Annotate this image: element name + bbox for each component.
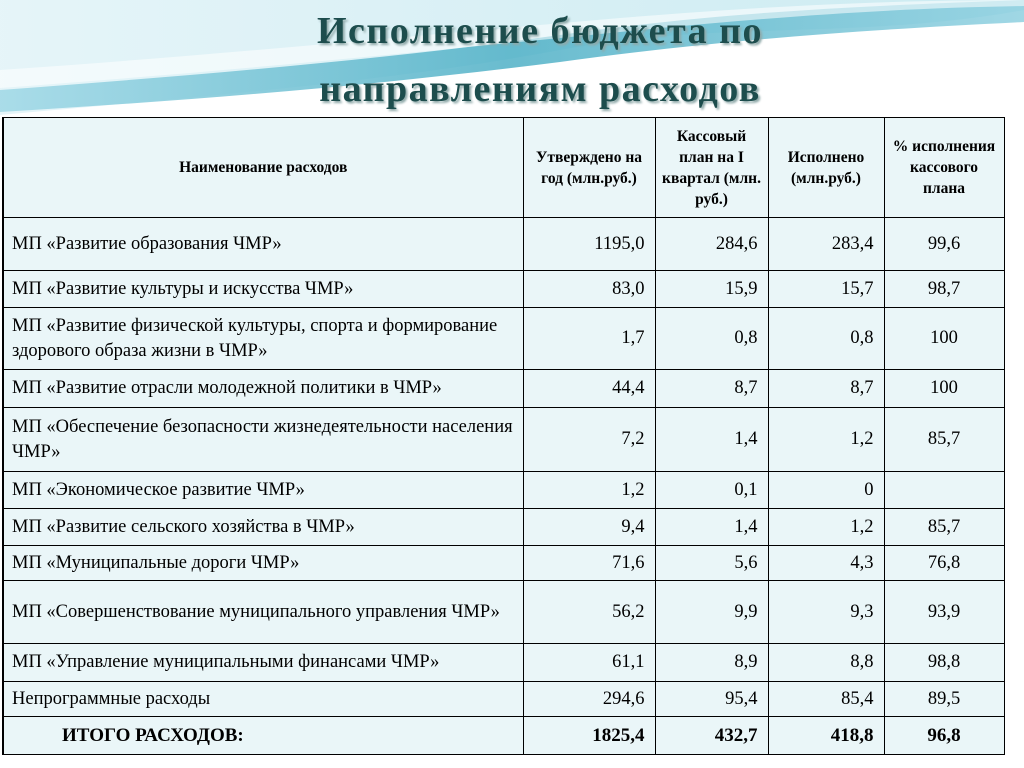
row-name: МП «Развитие сельского хозяйства в ЧМР» [3, 509, 523, 546]
row-pct: 93,9 [884, 581, 1004, 644]
row-name: МП «Развитие культуры и искусства ЧМР» [3, 271, 523, 308]
total-executed: 418,8 [768, 717, 884, 755]
row-pct: 98,7 [884, 271, 1004, 308]
row-executed: 4,3 [768, 546, 884, 581]
row-executed: 9,3 [768, 581, 884, 644]
row-cash-plan: 284,6 [655, 218, 768, 271]
row-executed: 8,8 [768, 644, 884, 682]
row-executed: 0 [768, 472, 884, 509]
row-cash-plan: 1,4 [655, 509, 768, 546]
row-name: Непрограммные расходы [3, 682, 523, 717]
header-executed: Исполнено (млн.руб.) [768, 118, 884, 218]
row-approved: 7,2 [523, 408, 655, 472]
table-row [3, 370, 1004, 408]
row-cash-plan: 8,9 [655, 644, 768, 682]
row-name: МП «Муниципальные дороги ЧМР» [3, 546, 523, 581]
row-approved: 1,2 [523, 472, 655, 509]
row-cash-plan: 0,8 [655, 308, 768, 370]
row-pct: 99,6 [884, 218, 1004, 271]
budget-table-wrapper [2, 117, 1005, 755]
row-approved: 61,1 [523, 644, 655, 682]
row-pct: 100 [884, 370, 1004, 408]
row-executed: 8,7 [768, 370, 884, 408]
table-row [3, 472, 1004, 509]
row-cash-plan: 5,6 [655, 546, 768, 581]
row-cash-plan: 1,4 [655, 408, 768, 472]
row-name: МП «Экономическое развитие ЧМР» [3, 472, 523, 509]
row-executed: 1,2 [768, 408, 884, 472]
row-name: МП «Развитие физической культуры, спорта и формирование здорового образа жизни в ЧМР» [3, 308, 523, 370]
row-cash-plan: 0,1 [655, 472, 768, 509]
table-row [3, 308, 1004, 370]
row-executed: 85,4 [768, 682, 884, 717]
row-pct [884, 472, 1004, 509]
row-approved: 1195,0 [523, 218, 655, 271]
row-pct: 89,5 [884, 682, 1004, 717]
table-total-row [3, 717, 1004, 755]
header-approved: Утверждено на год (млн.руб.) [523, 118, 655, 218]
row-executed: 0,8 [768, 308, 884, 370]
row-pct: 98,8 [884, 644, 1004, 682]
total-pct: 96,8 [884, 717, 1004, 755]
row-approved: 294,6 [523, 682, 655, 717]
row-pct: 100 [884, 308, 1004, 370]
header-name: Наименование расходов [3, 118, 523, 218]
title-line-2: направлениям расходов [319, 68, 761, 110]
table-row [3, 509, 1004, 546]
table-row [3, 581, 1004, 644]
table-row [3, 682, 1004, 717]
header-cash-plan: Кассовый план на I квартал (млн. руб.) [655, 118, 768, 218]
row-approved: 9,4 [523, 509, 655, 546]
row-cash-plan: 95,4 [655, 682, 768, 717]
row-approved: 83,0 [523, 271, 655, 308]
row-cash-plan: 15,9 [655, 271, 768, 308]
budget-table [2, 117, 1005, 755]
table-row [3, 644, 1004, 682]
row-name: МП «Развитие отрасли молодежной политики в ЧМР» [3, 370, 523, 408]
header-pct: % исполнения кассового плана [884, 118, 1004, 218]
table-row [3, 408, 1004, 472]
row-pct: 85,7 [884, 509, 1004, 546]
table-row [3, 218, 1004, 271]
row-approved: 56,2 [523, 581, 655, 644]
total-cash-plan: 432,7 [655, 717, 768, 755]
row-pct: 76,8 [884, 546, 1004, 581]
row-name: МП «Управление муниципальными финансами ЧМР» [3, 644, 523, 682]
total-approved: 1825,4 [523, 717, 655, 755]
row-name: МП «Развитие образования ЧМР» [3, 218, 523, 271]
row-pct: 85,7 [884, 408, 1004, 472]
row-executed: 1,2 [768, 509, 884, 546]
page-title [0, 2, 1024, 118]
total-name: ИТОГО РАСХОДОВ: [3, 717, 523, 755]
row-executed: 15,7 [768, 271, 884, 308]
row-cash-plan: 8,7 [655, 370, 768, 408]
row-name: МП «Совершенствование муниципального управления ЧМР» [3, 581, 523, 644]
row-approved: 1,7 [523, 308, 655, 370]
row-executed: 283,4 [768, 218, 884, 271]
title-line-1: Исполнение бюджета по [316, 10, 764, 52]
table-row [3, 271, 1004, 308]
row-cash-plan: 9,9 [655, 581, 768, 644]
table-header-row [3, 118, 1004, 218]
row-name: МП «Обеспечение безопасности жизнедеятельности населения ЧМР» [3, 408, 523, 472]
table-row [3, 546, 1004, 581]
row-approved: 71,6 [523, 546, 655, 581]
row-approved: 44,4 [523, 370, 655, 408]
